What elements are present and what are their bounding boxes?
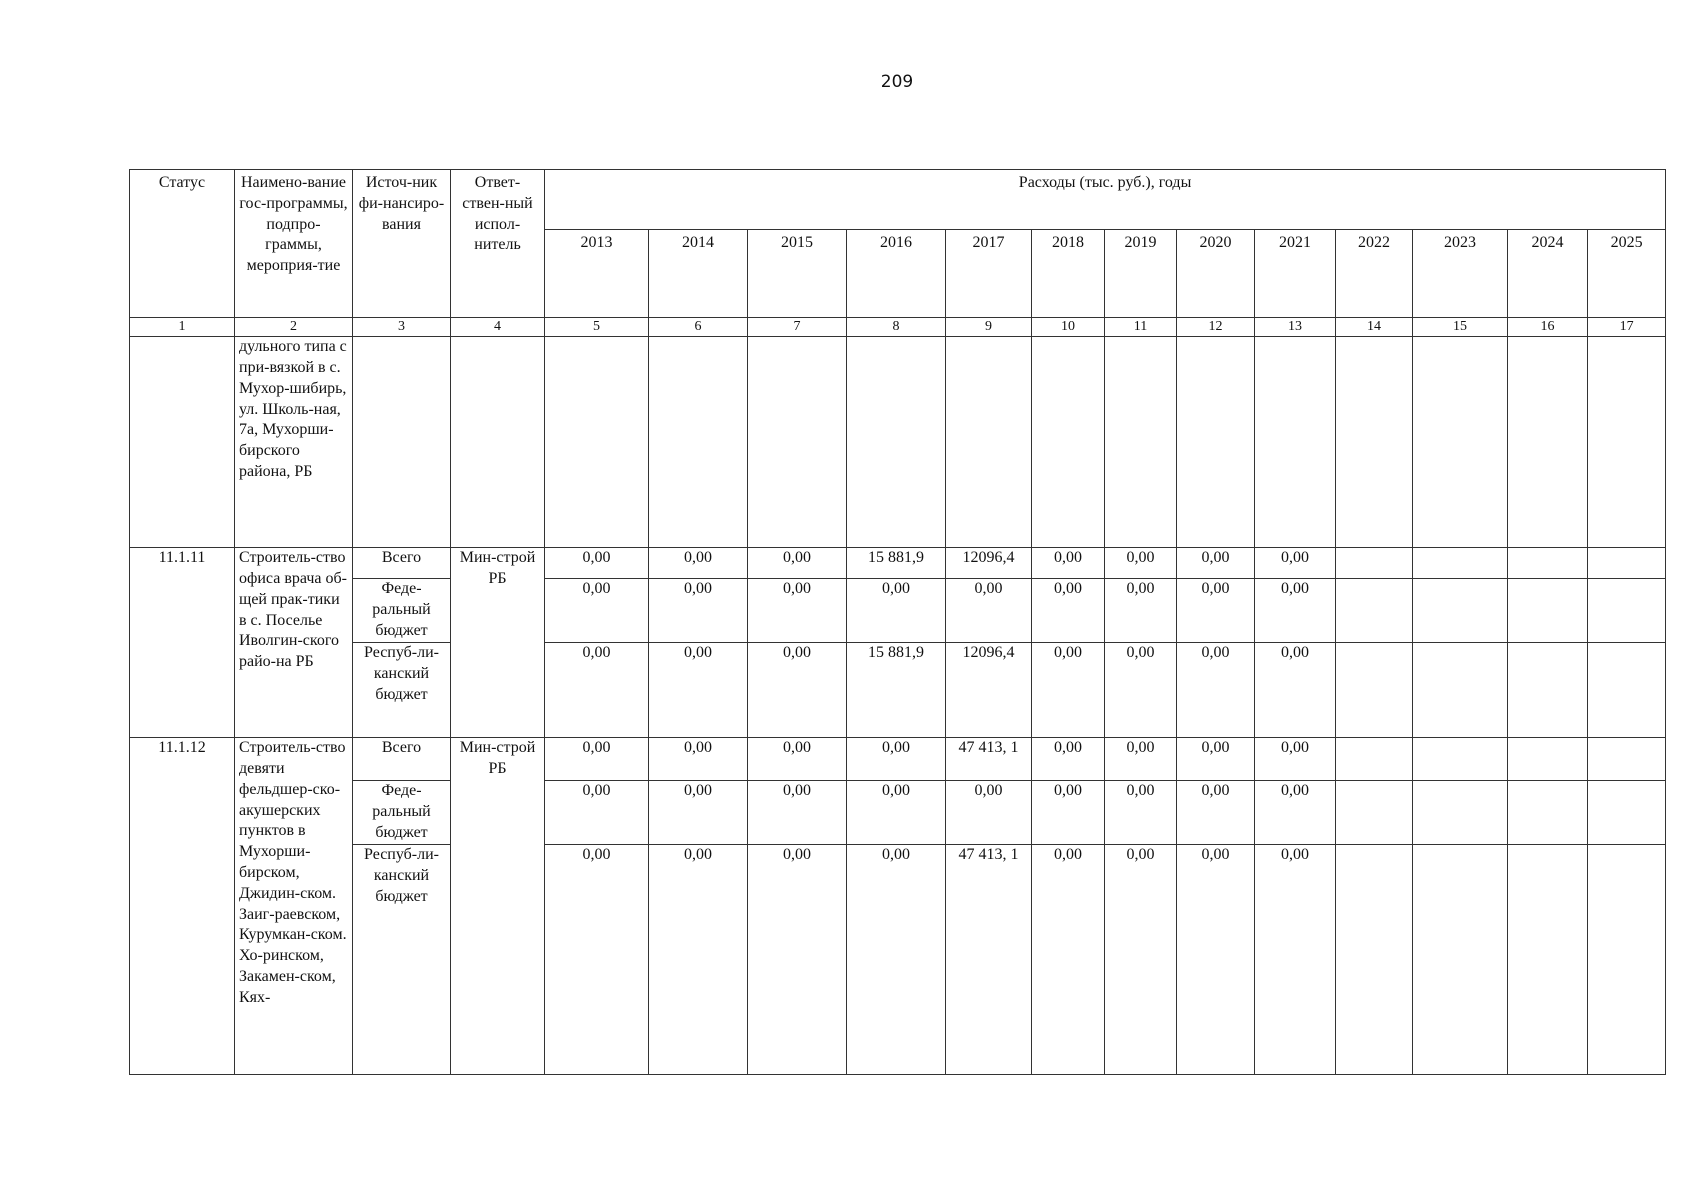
column-number: 17 xyxy=(1588,318,1666,337)
value-cell: 0,00 xyxy=(1177,781,1255,845)
value-cell xyxy=(1336,845,1413,1075)
year-header: 2022 xyxy=(1336,230,1413,318)
value-cell xyxy=(1177,337,1255,548)
value-cell xyxy=(1588,845,1666,1075)
value-cell: 47 413, 1 xyxy=(946,738,1032,781)
value-cell xyxy=(1413,643,1508,738)
table-row xyxy=(130,337,1666,548)
table-row xyxy=(130,548,1666,579)
column-number: 11 xyxy=(1105,318,1177,337)
value-cell xyxy=(1032,337,1105,548)
value-cell: 0,00 xyxy=(1105,643,1177,738)
value-cell xyxy=(1336,579,1413,643)
value-cell: 0,00 xyxy=(1255,548,1336,579)
value-cell: 0,00 xyxy=(1032,845,1105,1075)
source-cell: Феде-ральный бюджет xyxy=(353,579,451,643)
value-cell xyxy=(545,337,649,548)
name-cell: Строитель-ство офиса врача об-щей прак-тики в с. Поселье Иволгин-ского райо-на РБ xyxy=(235,548,353,738)
value-cell: 15 881,9 xyxy=(847,643,946,738)
value-cell xyxy=(1508,845,1588,1075)
value-cell xyxy=(1336,738,1413,781)
value-cell: 0,00 xyxy=(1255,781,1336,845)
value-cell xyxy=(1508,781,1588,845)
value-cell: 0,00 xyxy=(1255,643,1336,738)
source-cell xyxy=(353,337,451,548)
value-cell: 0,00 xyxy=(649,738,748,781)
year-header: 2017 xyxy=(946,230,1032,318)
column-number: 10 xyxy=(1032,318,1105,337)
table-row xyxy=(130,738,1666,781)
value-cell xyxy=(1508,643,1588,738)
value-cell xyxy=(1413,337,1508,548)
value-cell xyxy=(1508,337,1588,548)
column-number: 9 xyxy=(946,318,1032,337)
value-cell: 47 413, 1 xyxy=(946,845,1032,1075)
value-cell xyxy=(1336,337,1413,548)
column-number: 5 xyxy=(545,318,649,337)
value-cell xyxy=(1588,643,1666,738)
value-cell xyxy=(1588,579,1666,643)
value-cell: 0,00 xyxy=(847,845,946,1075)
value-cell xyxy=(649,337,748,548)
name-cell: дульного типа с при-вязкой в с. Мухор-шибирь, ул. Школь-ная, 7а, Мухорши-бирского района, РБ xyxy=(235,337,353,548)
source-cell: Феде-ральный бюджет xyxy=(353,781,451,845)
value-cell: 0,00 xyxy=(1032,738,1105,781)
value-cell: 0,00 xyxy=(1032,781,1105,845)
table-row xyxy=(130,643,1666,738)
value-cell: 0,00 xyxy=(1105,845,1177,1075)
value-cell: 0,00 xyxy=(946,579,1032,643)
value-cell: 0,00 xyxy=(545,548,649,579)
value-cell: 0,00 xyxy=(946,781,1032,845)
header-row xyxy=(130,170,1666,230)
value-cell xyxy=(1336,643,1413,738)
value-cell xyxy=(1336,781,1413,845)
value-cell: 12096,4 xyxy=(946,643,1032,738)
year-header: 2015 xyxy=(748,230,847,318)
value-cell: 0,00 xyxy=(748,548,847,579)
source-cell: Респуб-ли-канский бюджет xyxy=(353,845,451,1075)
status-cell: 11.1.11 xyxy=(130,548,235,738)
year-header: 2021 xyxy=(1255,230,1336,318)
value-cell xyxy=(1588,738,1666,781)
value-cell: 0,00 xyxy=(1177,738,1255,781)
value-cell: 0,00 xyxy=(1177,548,1255,579)
value-cell: 0,00 xyxy=(847,781,946,845)
column-number: 14 xyxy=(1336,318,1413,337)
executor-cell: Мин-строй РБ xyxy=(451,738,545,1075)
header-expenses: Расходы (тыс. руб.), годы xyxy=(545,170,1666,230)
column-number: 4 xyxy=(451,318,545,337)
value-cell: 0,00 xyxy=(748,738,847,781)
value-cell: 0,00 xyxy=(1177,845,1255,1075)
value-cell: 0,00 xyxy=(649,643,748,738)
column-number: 2 xyxy=(235,318,353,337)
table-row xyxy=(130,845,1666,1075)
column-number: 3 xyxy=(353,318,451,337)
value-cell: 0,00 xyxy=(1255,845,1336,1075)
value-cell: 0,00 xyxy=(1255,738,1336,781)
column-number: 12 xyxy=(1177,318,1255,337)
year-header: 2016 xyxy=(847,230,946,318)
column-numbers-row xyxy=(130,318,1666,337)
value-cell: 15 881,9 xyxy=(847,548,946,579)
year-header: 2019 xyxy=(1105,230,1177,318)
year-header: 2024 xyxy=(1508,230,1588,318)
value-cell: 12096,4 xyxy=(946,548,1032,579)
budget-table xyxy=(129,169,1666,1075)
value-cell: 0,00 xyxy=(1177,579,1255,643)
status-cell xyxy=(130,337,235,548)
value-cell xyxy=(1508,579,1588,643)
page-number: 209 xyxy=(880,72,914,92)
value-cell xyxy=(1413,738,1508,781)
value-cell xyxy=(1255,337,1336,548)
value-cell: 0,00 xyxy=(748,845,847,1075)
source-cell: Всего xyxy=(353,548,451,579)
table-row xyxy=(130,781,1666,845)
column-number: 1 xyxy=(130,318,235,337)
header-source: Источ-ник фи-нансиро-вания xyxy=(353,170,451,318)
value-cell xyxy=(1336,548,1413,579)
name-cell: Строитель-ство девяти фельдшер-ско-акушерских пунктов в Мухорши-бирском, Джидин-ском. Заиг-раевском, Курумкан-ском. Хо-ринском, Закамен-ском, Кях- xyxy=(235,738,353,1075)
value-cell: 0,00 xyxy=(748,579,847,643)
value-cell: 0,00 xyxy=(545,845,649,1075)
value-cell: 0,00 xyxy=(1255,579,1336,643)
year-header: 2025 xyxy=(1588,230,1666,318)
value-cell: 0,00 xyxy=(748,781,847,845)
status-cell: 11.1.12 xyxy=(130,738,235,1075)
value-cell: 0,00 xyxy=(847,579,946,643)
value-cell xyxy=(1588,781,1666,845)
value-cell: 0,00 xyxy=(1032,643,1105,738)
value-cell xyxy=(847,337,946,548)
header-status: Статус xyxy=(130,170,235,318)
year-header: 2013 xyxy=(545,230,649,318)
column-number: 13 xyxy=(1255,318,1336,337)
header-executor: Ответ-ствен-ный испол-нитель xyxy=(451,170,545,318)
value-cell: 0,00 xyxy=(1105,738,1177,781)
year-header: 2020 xyxy=(1177,230,1255,318)
value-cell xyxy=(1588,548,1666,579)
value-cell xyxy=(1413,845,1508,1075)
table-row xyxy=(130,579,1666,643)
column-number: 8 xyxy=(847,318,946,337)
value-cell xyxy=(1588,337,1666,548)
column-number: 15 xyxy=(1413,318,1508,337)
column-number: 6 xyxy=(649,318,748,337)
source-cell: Респуб-ли-канский бюджет xyxy=(353,643,451,738)
value-cell xyxy=(748,337,847,548)
value-cell: 0,00 xyxy=(649,579,748,643)
value-cell xyxy=(1105,337,1177,548)
value-cell xyxy=(1413,579,1508,643)
value-cell: 0,00 xyxy=(545,781,649,845)
value-cell: 0,00 xyxy=(1032,548,1105,579)
year-header: 2014 xyxy=(649,230,748,318)
source-cell: Всего xyxy=(353,738,451,781)
value-cell: 0,00 xyxy=(1105,781,1177,845)
value-cell: 0,00 xyxy=(545,738,649,781)
value-cell: 0,00 xyxy=(1105,579,1177,643)
value-cell: 0,00 xyxy=(545,643,649,738)
value-cell: 0,00 xyxy=(847,738,946,781)
value-cell xyxy=(946,337,1032,548)
value-cell: 0,00 xyxy=(748,643,847,738)
value-cell xyxy=(1508,738,1588,781)
value-cell xyxy=(1508,548,1588,579)
executor-cell xyxy=(451,337,545,548)
value-cell: 0,00 xyxy=(649,781,748,845)
value-cell: 0,00 xyxy=(1032,579,1105,643)
value-cell: 0,00 xyxy=(1177,643,1255,738)
header-name: Наимено-вание гос-программы, подпро-граммы, мероприя-тие xyxy=(235,170,353,318)
executor-cell: Мин-строй РБ xyxy=(451,548,545,738)
value-cell: 0,00 xyxy=(649,845,748,1075)
column-number: 7 xyxy=(748,318,847,337)
year-header: 2018 xyxy=(1032,230,1105,318)
value-cell xyxy=(1413,548,1508,579)
value-cell xyxy=(1413,781,1508,845)
column-number: 16 xyxy=(1508,318,1588,337)
value-cell: 0,00 xyxy=(1105,548,1177,579)
value-cell: 0,00 xyxy=(649,548,748,579)
value-cell: 0,00 xyxy=(545,579,649,643)
year-header: 2023 xyxy=(1413,230,1508,318)
